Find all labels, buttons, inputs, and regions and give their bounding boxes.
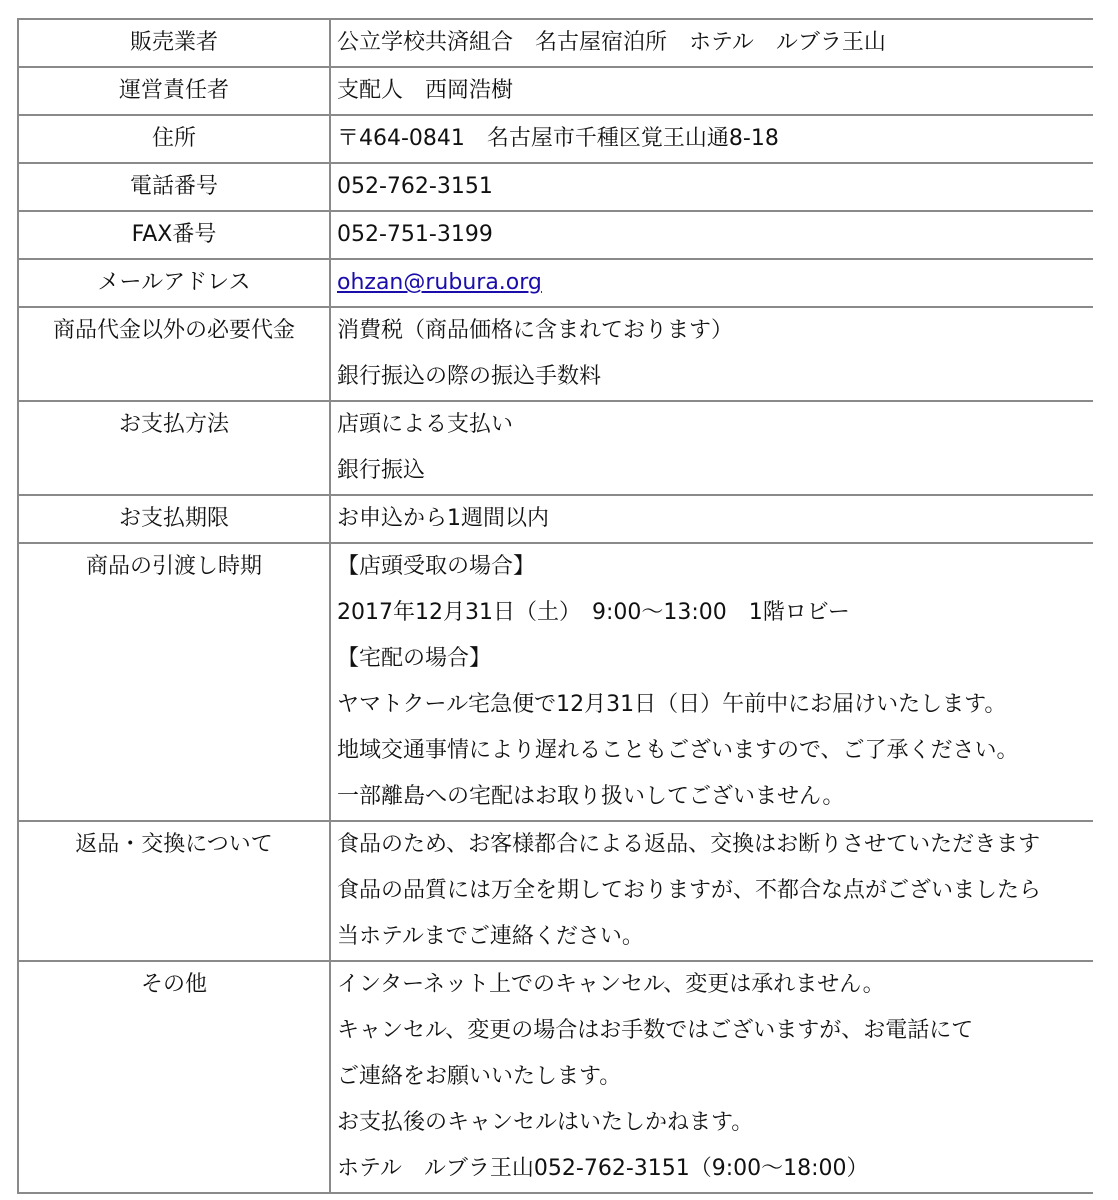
table-row xyxy=(18,543,1093,821)
email-link[interactable]: ohzan@rubura.org xyxy=(337,270,542,295)
row-label-cell xyxy=(18,961,330,1193)
row-value-cell xyxy=(330,821,1093,961)
row-label-cell xyxy=(18,821,330,961)
row-label-cell xyxy=(18,495,330,543)
seller-info-table xyxy=(17,18,1093,1194)
table-row xyxy=(18,67,1093,115)
phone-number: 052-762-3151 xyxy=(337,174,493,199)
row-label: 電話番号 xyxy=(129,174,218,199)
row-label-cell xyxy=(18,307,330,401)
row-value-line: お申込から1週間以内 xyxy=(337,506,549,531)
row-label-cell xyxy=(18,163,330,211)
row-value-line: 公立学校共済組合 名古屋宿泊所 ホテル ルブラ王山 xyxy=(337,30,886,55)
row-label: 販売業者 xyxy=(129,30,218,55)
row-value-line: 銀行振込の際の振込手数料 xyxy=(337,364,602,389)
row-value-cell xyxy=(330,259,1093,307)
row-value-cell xyxy=(330,961,1093,1193)
row-label-cell xyxy=(18,259,330,307)
row-value-cell xyxy=(330,115,1093,163)
row-value-line: 銀行振込 xyxy=(337,458,426,483)
row-label: お支払期限 xyxy=(118,506,229,531)
row-value-line: 食品の品質には万全を期しておりますが、不都合な点がございましたら xyxy=(337,878,1042,903)
row-value-line: ご連絡をお願いいたします。 xyxy=(337,1064,622,1089)
row-label: 商品の引渡し時期 xyxy=(85,554,262,579)
table-row xyxy=(18,211,1093,259)
row-label: メールアドレス xyxy=(97,270,251,295)
table-row xyxy=(18,821,1093,961)
row-value-line: お支払後のキャンセルはいたしかねます。 xyxy=(337,1110,754,1135)
row-value-cell xyxy=(330,67,1093,115)
row-value-cell xyxy=(330,543,1093,821)
table-row xyxy=(18,307,1093,401)
row-value-line: 食品のため、お客様都合による返品、交換はお断りさせていただきます xyxy=(337,832,1041,857)
row-label-cell xyxy=(18,401,330,495)
row-value-cell xyxy=(330,307,1093,401)
row-label-cell xyxy=(18,19,330,67)
row-value-line: インターネット上でのキャンセル、変更は承れません。 xyxy=(337,972,885,997)
row-value-line: 2017年12月31日（土） 9:00〜13:00 1階ロビー xyxy=(337,600,850,625)
row-label: 住所 xyxy=(151,126,196,151)
table-row xyxy=(18,401,1093,495)
row-value-line: 支配人 西岡浩樹 xyxy=(337,78,514,103)
row-label: お支払方法 xyxy=(118,412,229,437)
row-value-cell xyxy=(330,211,1093,259)
row-value-cell xyxy=(330,163,1093,211)
row-label: 商品代金以外の必要代金 xyxy=(52,318,295,343)
row-value-line: 一部離島への宅配はお取り扱いしてございません。 xyxy=(337,784,845,809)
row-value-cell xyxy=(330,401,1093,495)
row-value-line: 〒464-0841 名古屋市千種区覚王山通8-18 xyxy=(337,126,779,151)
table-row xyxy=(18,163,1093,211)
row-label: 返品・交換について xyxy=(75,832,273,857)
row-label: 運営責任者 xyxy=(118,78,229,103)
table-row xyxy=(18,19,1093,67)
row-value-line: 当ホテルまでご連絡ください。 xyxy=(337,924,644,949)
row-value-line: 店頭による支払い xyxy=(337,412,514,437)
row-value-line: 地域交通事情により遅れることもございますので、ご了承ください。 xyxy=(337,738,1019,763)
row-value-line: 【店頭受取の場合】 xyxy=(337,554,536,579)
row-label-cell xyxy=(18,67,330,115)
row-value-cell xyxy=(330,495,1093,543)
table-row xyxy=(18,259,1093,307)
row-value-line: ヤマトクール宅急便で12月31日（日）午前中にお届けいたします。 xyxy=(337,692,1007,717)
table-row xyxy=(18,961,1093,1193)
row-label-cell xyxy=(18,543,330,821)
fax-number: 052-751-3199 xyxy=(337,222,493,247)
row-value-cell xyxy=(330,19,1093,67)
row-label: FAX番号 xyxy=(131,222,217,247)
row-label-cell xyxy=(18,211,330,259)
row-label: その他 xyxy=(140,972,207,997)
row-label-cell xyxy=(18,115,330,163)
row-value-line: 【宅配の場合】 xyxy=(337,646,492,671)
table-row xyxy=(18,115,1093,163)
row-value-line: ホテル ルブラ王山052-762-3151（9:00〜18:00） xyxy=(337,1156,869,1181)
row-value-line: 消費税（商品価格に含まれております） xyxy=(337,318,734,343)
row-value-line: キャンセル、変更の場合はお手数ではございますが、お電話にて xyxy=(337,1018,974,1043)
table-row xyxy=(18,495,1093,543)
